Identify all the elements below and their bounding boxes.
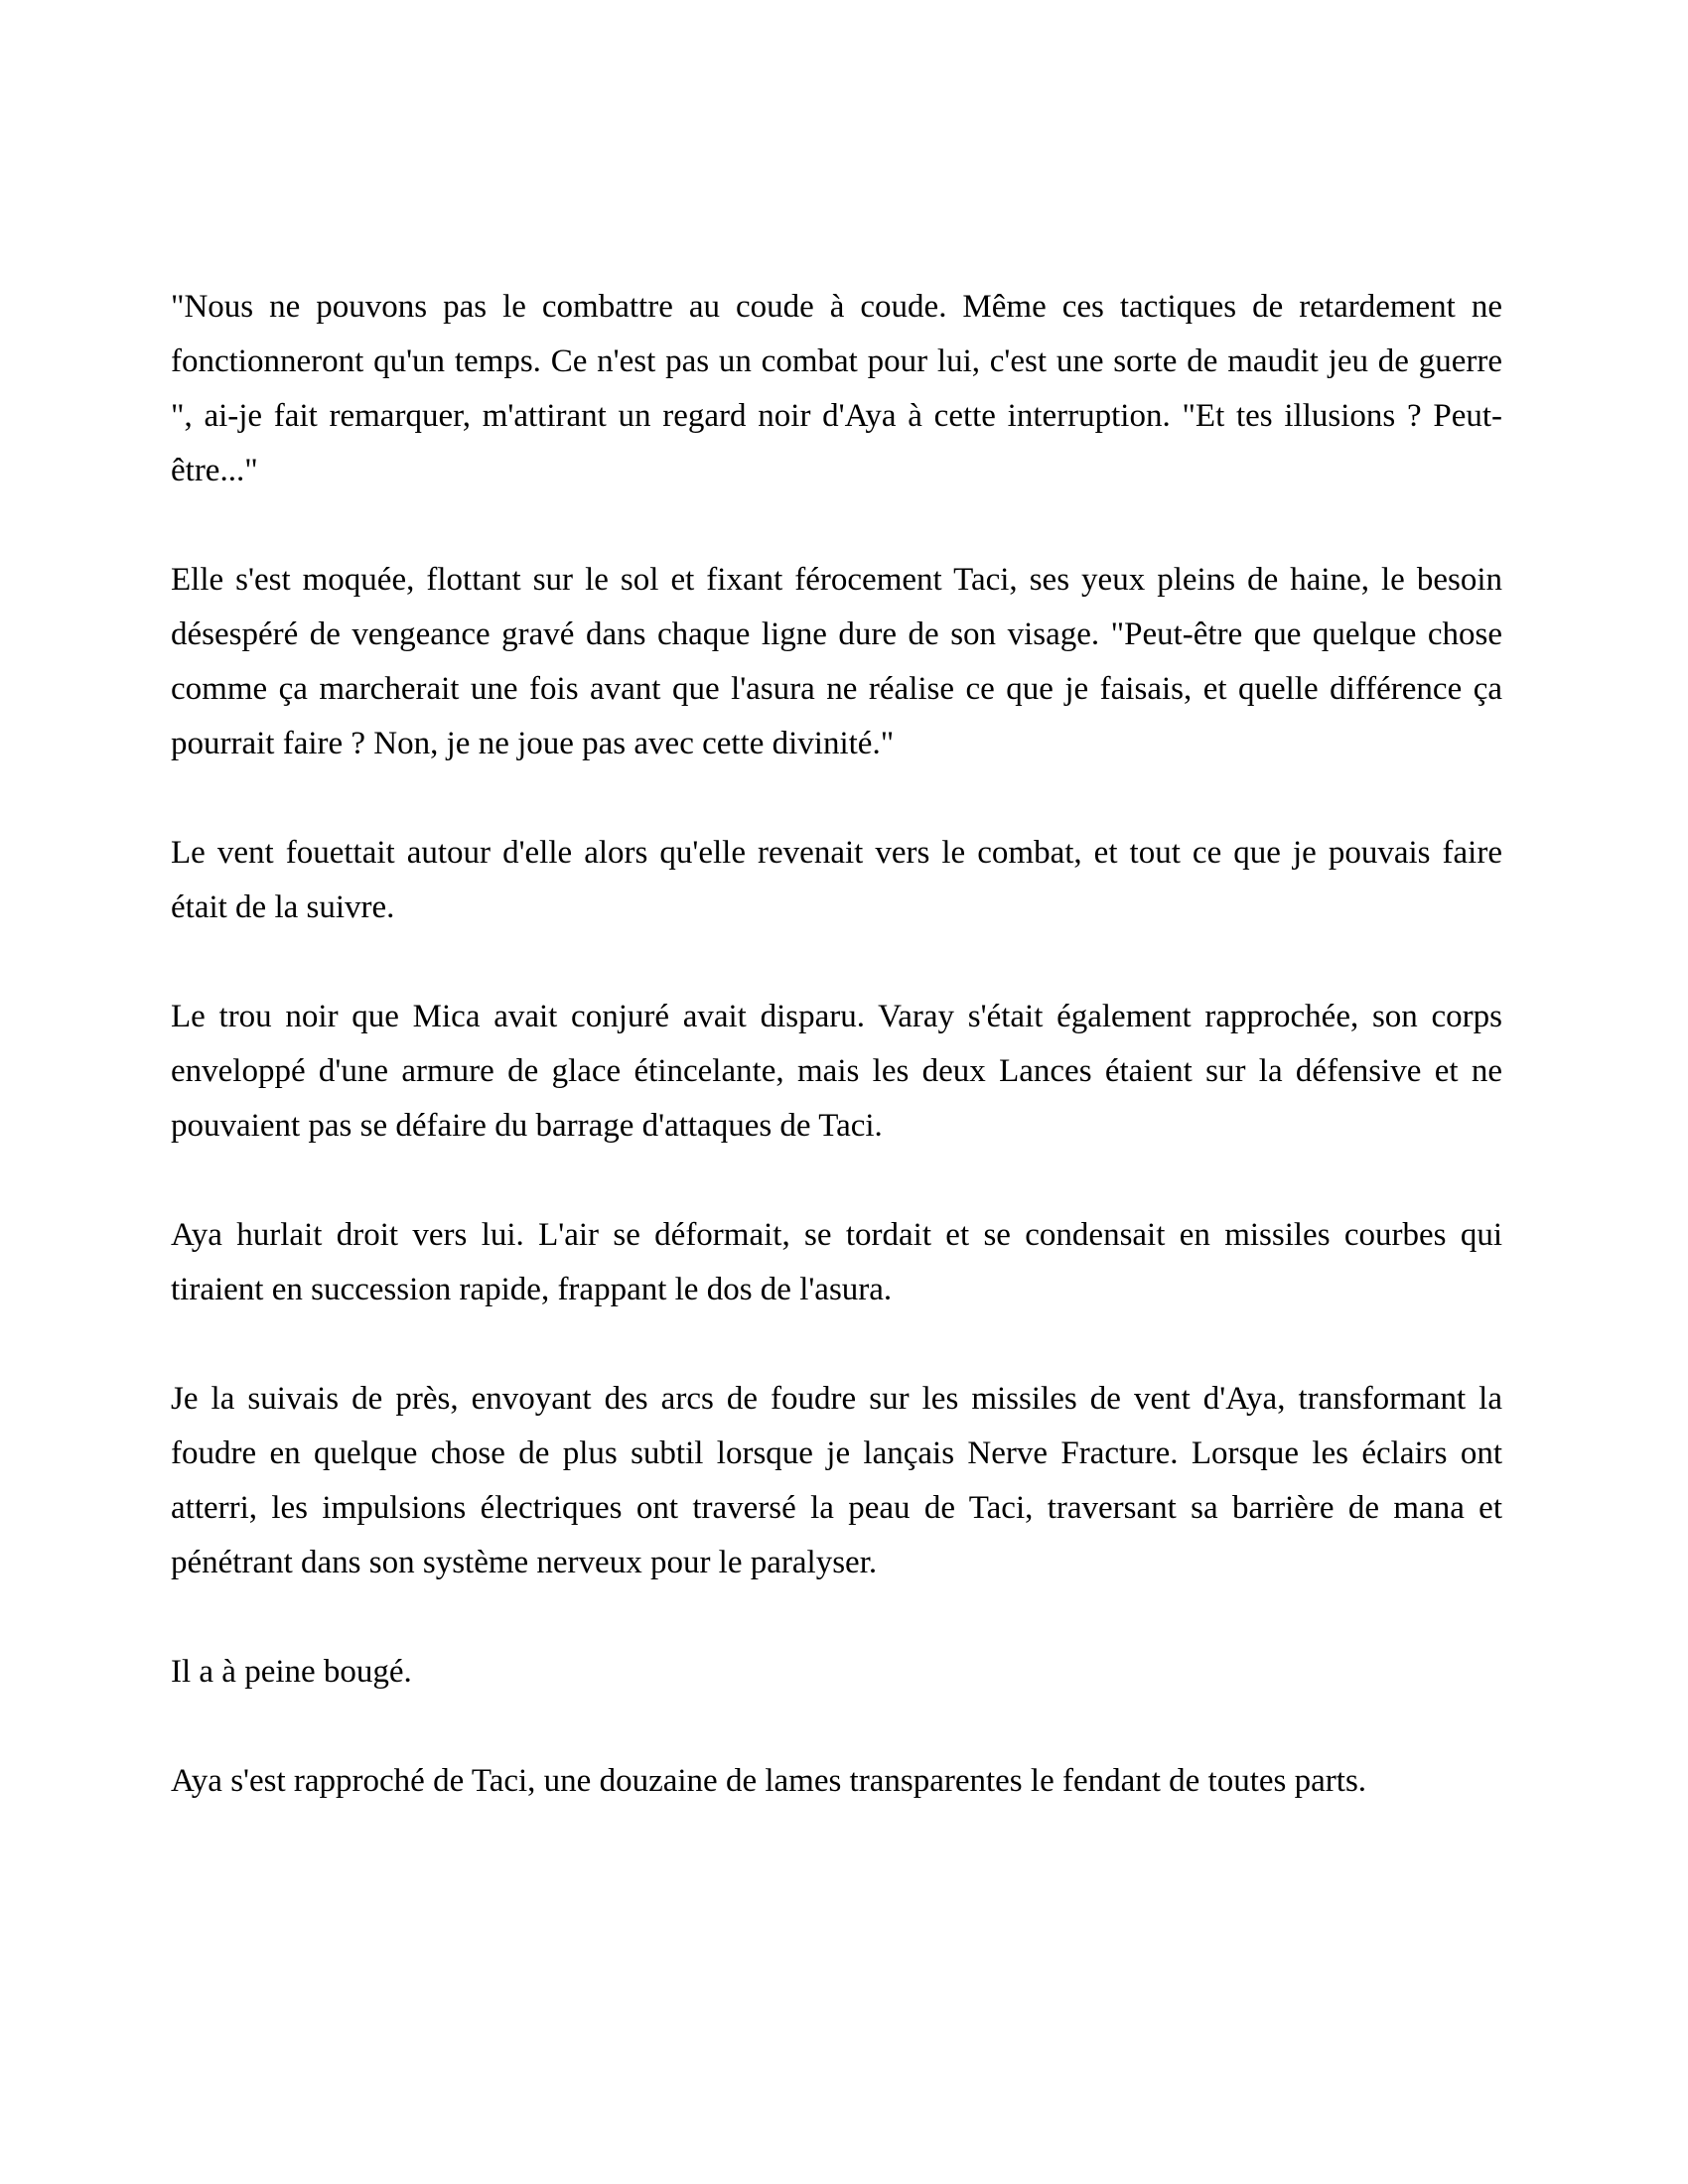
paragraph-3: Le vent fouettait autour d'elle alors qu'elle revenait vers le combat, et tout ce que je pouvais faire était de la suivre. [171, 835, 1502, 925]
paragraph-1: "Nous ne pouvons pas le combattre au coude à coude. Même ces tactiques de retardement ne fonctionneront qu'un temps. Ce n'est pas un combat pour lui, c'est une sorte de maudit jeu de guerre ", ai-je fait remarquer, m'attirant un regard noir d'Aya à cette interruption. "Et tes illusions ? Peut-être..." [171, 289, 1502, 488]
paragraph-4: Le trou noir que Mica avait conjuré avait disparu. Varay s'était également rapprochée, son corps enveloppé d'une armure de glace étincelante, mais les deux Lances étaient sur la défensive et ne pouvaient pas se défaire du barrage d'attaques de Taci. [171, 999, 1502, 1144]
paragraph-7: Il a à peine bougé. [171, 1654, 412, 1690]
text-block [171, 280, 1502, 1809]
paragraph-5: Aya hurlait droit vers lui. L'air se déformait, se tordait et se condensait en missiles courbes qui tiraient en succession rapide, frappant le dos de l'asura. [171, 1217, 1502, 1307]
paragraph-2: Elle s'est moquée, flottant sur le sol et fixant férocement Taci, ses yeux pleins de haine, le besoin désespéré de vengeance gravé dans chaque ligne dure de son visage. "Peut-être que quelque chose comme ça marcherait une fois avant que l'asura ne réalise ce que je faisais, et quelle différence ça pourrait faire ? Non, je ne joue pas avec cette divinité." [171, 562, 1502, 761]
paragraph-6: Je la suivais de près, envoyant des arcs de foudre sur les missiles de vent d'Aya, transformant la foudre en quelque chose de plus subtil lorsque je lançais Nerve Fracture. Lorsque les éclairs ont atterri, les impulsions électriques ont traversé la peau de Taci, traversant sa barrière de mana et pénétrant dans son système nerveux pour le paralyser. [171, 1381, 1502, 1580]
paragraph-8: Aya s'est rapproché de Taci, une douzaine de lames transparentes le fendant de toutes parts. [171, 1763, 1367, 1799]
